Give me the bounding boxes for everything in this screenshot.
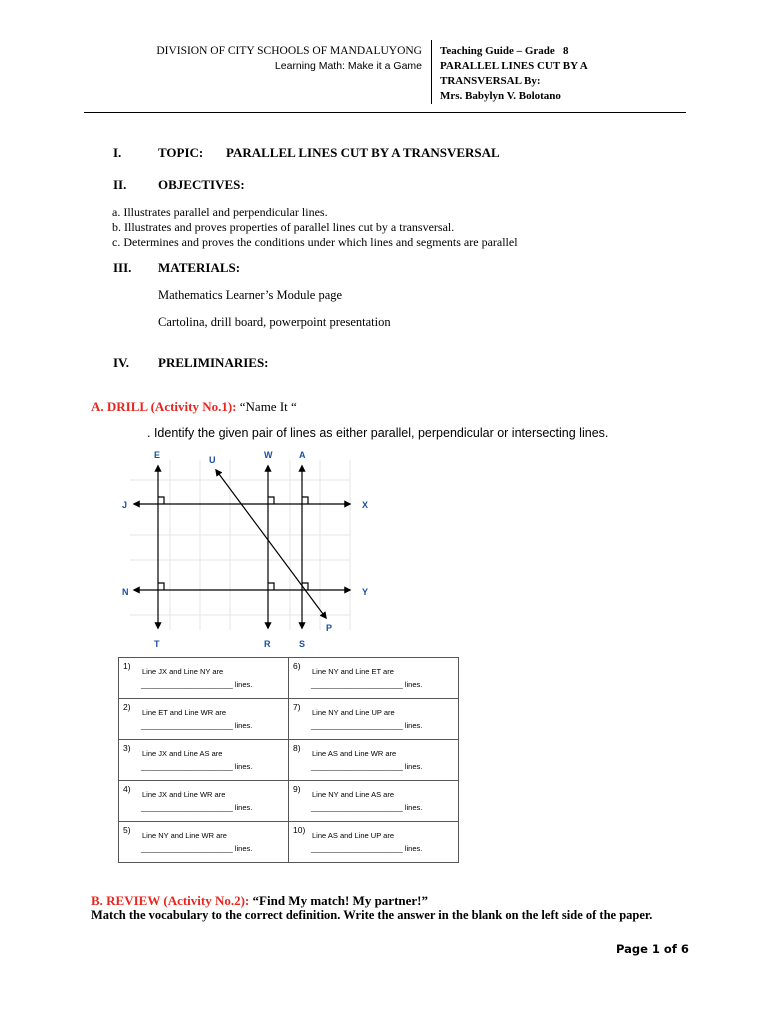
- drill-answer-table: [118, 657, 459, 863]
- point-label-y: Y: [362, 587, 369, 597]
- answer-cell: [119, 699, 289, 740]
- item-question: Line JX and Line NY are: [142, 667, 224, 676]
- answer-blank[interactable]: ______________________ lines.: [141, 721, 253, 730]
- drill-heading: [91, 399, 297, 415]
- answer-cell: [119, 740, 289, 781]
- topic-num: I.: [113, 145, 122, 160]
- review-heading: [91, 893, 428, 909]
- item-question: Line JX and Line AS are: [142, 749, 223, 758]
- answer-cell: [289, 658, 459, 699]
- topic-title: PARALLEL LINES CUT BY A TRANSVERSAL: [226, 145, 500, 160]
- drill-title: “Name It “: [236, 399, 297, 414]
- right-angle-mark: [302, 497, 308, 504]
- answer-blank[interactable]: ______________________ lines.: [141, 803, 253, 812]
- answer-cell: [119, 781, 289, 822]
- table-row: [119, 822, 459, 863]
- item-number: 9): [293, 784, 301, 794]
- table-row: [119, 740, 459, 781]
- item-question: Line AS and Line WR are: [312, 749, 397, 758]
- point-label-w: W: [264, 450, 273, 460]
- point-label-p: P: [326, 623, 333, 633]
- answer-cell: [289, 781, 459, 822]
- guide-line-1: Teaching Guide – Grade 8: [440, 45, 569, 57]
- answer-cell: [119, 822, 289, 863]
- answer-blank[interactable]: ______________________ lines.: [311, 762, 423, 771]
- objectives-num: II.: [113, 177, 127, 192]
- review-instruction: Match the vocabulary to the correct definition. Write the answer in the blank on the left side of the paper.: [91, 908, 653, 922]
- answer-blank[interactable]: ______________________ lines.: [141, 762, 253, 771]
- item-question: Line ET and Line WR are: [142, 708, 227, 717]
- material-1: Mathematics Learner’s Module page: [158, 288, 343, 302]
- objectives-label: OBJECTIVES:: [158, 177, 245, 192]
- item-number: 2): [123, 702, 131, 712]
- item-number: 3): [123, 743, 131, 753]
- table-row: [119, 658, 459, 699]
- objective-a: a. Illustrates parallel and perpendicular lines.: [112, 205, 328, 219]
- point-label-a: A: [299, 450, 306, 460]
- right-angle-mark: [158, 583, 164, 590]
- item-question: Line NY and Line AS are: [312, 790, 395, 799]
- topic-label: TOPIC:: [158, 145, 204, 160]
- item-number: 10): [293, 825, 306, 835]
- point-label-x: X: [362, 500, 369, 510]
- answer-blank[interactable]: ______________________ lines.: [311, 721, 423, 730]
- point-label-j: J: [122, 500, 128, 510]
- header-divider: [431, 40, 432, 104]
- item-number: 5): [123, 825, 131, 835]
- item-question: Line AS and Line UP are: [312, 831, 395, 840]
- objective-b: b. Illustrates and proves properties of parallel lines cut by a transversal.: [112, 220, 455, 234]
- drill-instruction: . Identify the given pair of lines as either parallel, perpendicular or intersecting lines.: [147, 426, 609, 440]
- item-question: Line JX and Line WR are: [142, 790, 226, 799]
- answer-cell: [289, 822, 459, 863]
- answer-blank[interactable]: ______________________ lines.: [311, 680, 423, 689]
- item-question: Line NY and Line WR are: [142, 831, 227, 840]
- table-row: [119, 781, 459, 822]
- guide-line-2: PARALLEL LINES CUT BY A: [440, 60, 588, 72]
- answer-blank[interactable]: ______________________ lines.: [141, 680, 253, 689]
- header-guide-block: [440, 44, 588, 104]
- material-2: Cartolina, drill board, powerpoint presentation: [158, 315, 391, 329]
- header-org: DIVISION OF CITY SCHOOLS OF MANDALUYONG: [156, 45, 422, 57]
- point-label-r: R: [264, 639, 271, 649]
- header-tagline: Learning Math: Make it a Game: [274, 60, 422, 72]
- item-question: Line NY and Line ET are: [312, 667, 394, 676]
- item-number: 1): [123, 661, 131, 671]
- line-up: [216, 470, 326, 618]
- item-number: 7): [293, 702, 301, 712]
- answer-cell: [289, 699, 459, 740]
- materials-label: MATERIALS:: [158, 260, 241, 275]
- materials-num: III.: [113, 260, 132, 275]
- review-title: “Find My match! My partner!”: [249, 893, 428, 908]
- answer-blank[interactable]: ______________________ lines.: [141, 844, 253, 853]
- table-row: [119, 699, 459, 740]
- drill-label: A. DRILL (Activity No.1):: [91, 399, 237, 414]
- figure-grid: [130, 460, 350, 630]
- point-label-t: T: [154, 639, 160, 649]
- page-number: Page 1 of 6: [616, 942, 689, 956]
- item-number: 6): [293, 661, 301, 671]
- point-label-e: E: [154, 450, 161, 460]
- prelim-label: PRELIMINARIES:: [158, 355, 269, 370]
- point-label-u: U: [209, 455, 216, 465]
- item-number: 8): [293, 743, 301, 753]
- review-label: B. REVIEW (Activity No.2):: [91, 893, 250, 908]
- answer-blank[interactable]: ______________________ lines.: [311, 803, 423, 812]
- answer-blank[interactable]: ______________________ lines.: [311, 844, 423, 853]
- right-angle-mark: [268, 497, 274, 504]
- lines-figure: [110, 440, 390, 655]
- right-angle-mark: [268, 583, 274, 590]
- right-angle-mark: [158, 497, 164, 504]
- header-rule: [84, 112, 686, 113]
- header-org-block: [80, 44, 422, 74]
- answer-cell: [119, 658, 289, 699]
- guide-line-3: TRANSVERSAL By:: [440, 75, 541, 87]
- item-question: Line NY and Line UP are: [312, 708, 395, 717]
- item-number: 4): [123, 784, 131, 794]
- point-label-n: N: [122, 587, 129, 597]
- guide-line-4: Mrs. Babylyn V. Bolotano: [440, 90, 561, 102]
- prelim-num: IV.: [113, 355, 130, 370]
- answer-cell: [289, 740, 459, 781]
- objective-c: c. Determines and proves the conditions under which lines and segments are parallel: [112, 235, 518, 249]
- point-label-s: S: [299, 639, 306, 649]
